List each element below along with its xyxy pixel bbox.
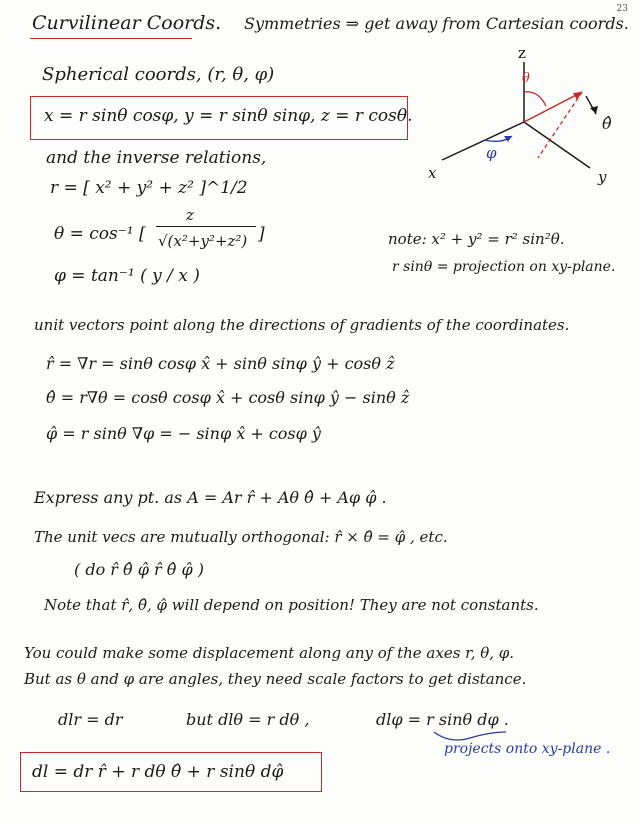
- cyclic-order: ( do r̂ θ̂ φ̂ r̂ θ̂ φ̂ ): [74, 560, 205, 579]
- position-note: Note that r̂, θ̂, φ̂ will depend on position! They are not constants.: [44, 596, 539, 614]
- theta-hat-arrow-head: [590, 106, 598, 114]
- page-title: Curvilinear Coords.: [32, 12, 222, 34]
- boxed-relations: x = r sinθ cosφ, y = r sinθ sinφ, z = r cosθ.: [44, 106, 413, 126]
- inverse-intro: and the inverse relations,: [46, 148, 267, 168]
- page-number: 23: [616, 4, 628, 14]
- z-axis-label: z: [518, 44, 526, 62]
- r-equation: r = [ x² + y² + z² ]^1/2: [50, 178, 248, 198]
- spherical-intro: Spherical coords, (r, θ, φ): [42, 64, 275, 85]
- theta-numerator: z: [186, 206, 194, 224]
- phi-equation: φ = tan⁻¹ ( y / x ): [54, 266, 200, 286]
- displacement-line-2: But as θ and φ are angles, they need scale factors to get distance.: [24, 670, 527, 688]
- theta-hat-equation: θ̂ = r∇θ = cosθ cosφ x̂ + cosθ sinφ ŷ − sinθ ẑ: [46, 388, 410, 407]
- note-line-1: note: x² + y² = r² sin²θ.: [388, 230, 565, 248]
- unit-vectors-intro: unit vectors point along the directions of gradients of the coordinates.: [34, 316, 570, 334]
- x-axis: [442, 122, 524, 160]
- theta-equation-lhs: θ = cos⁻¹ [: [54, 224, 146, 244]
- title-underline: [30, 38, 192, 39]
- phi-angle-label: φ: [486, 144, 497, 162]
- theta-hat-label: θ̂: [602, 114, 612, 133]
- note-line-2: r sinθ = projection on xy-plane.: [392, 259, 616, 275]
- projection-dash: [538, 92, 582, 158]
- dl-phi-equation: dlφ = r sinθ dφ .: [376, 710, 509, 729]
- boxed-dl-equation: dl = dr r̂ + r dθ θ̂ + r sinθ dφ̂: [32, 762, 284, 782]
- phi-arc-head: [504, 136, 512, 142]
- y-axis-label: y: [598, 168, 607, 186]
- orthogonal-line: The unit vecs are mutually orthogonal: r̂ × θ̂ = φ̂ , etc.: [34, 528, 448, 546]
- projects-note: projects onto xy-plane .: [444, 741, 611, 757]
- theta-denominator: √(x²+y²+z²): [158, 232, 248, 250]
- displacement-line-1: You could make some displacement along any of the axes r, θ, φ.: [24, 644, 515, 662]
- subtitle: Symmetries ⇒ get away from Cartesian coords.: [244, 14, 629, 33]
- theta-arc: [524, 92, 546, 106]
- phi-hat-equation: φ̂ = r sinθ ∇φ = − sinφ x̂ + cosφ ŷ: [46, 424, 321, 443]
- x-axis-label: x: [428, 164, 437, 182]
- express-line: Express any pt. as A = Ar r̂ + Aθ θ̂ + Aφ φ̂ .: [34, 488, 387, 507]
- r-hat-equation: r̂ = ∇r = sinθ cosφ x̂ + sinθ sinφ ŷ + cosθ ẑ: [46, 354, 395, 373]
- theta-angle-label: θ: [522, 71, 530, 86]
- theta-fraction-bar: [156, 226, 256, 227]
- theta-equation-rhs: ]: [258, 224, 265, 244]
- dl-r-equation: dlr = dr: [58, 710, 123, 729]
- r-vector: [524, 92, 582, 122]
- dl-theta-equation: but dlθ = r dθ ,: [186, 710, 310, 729]
